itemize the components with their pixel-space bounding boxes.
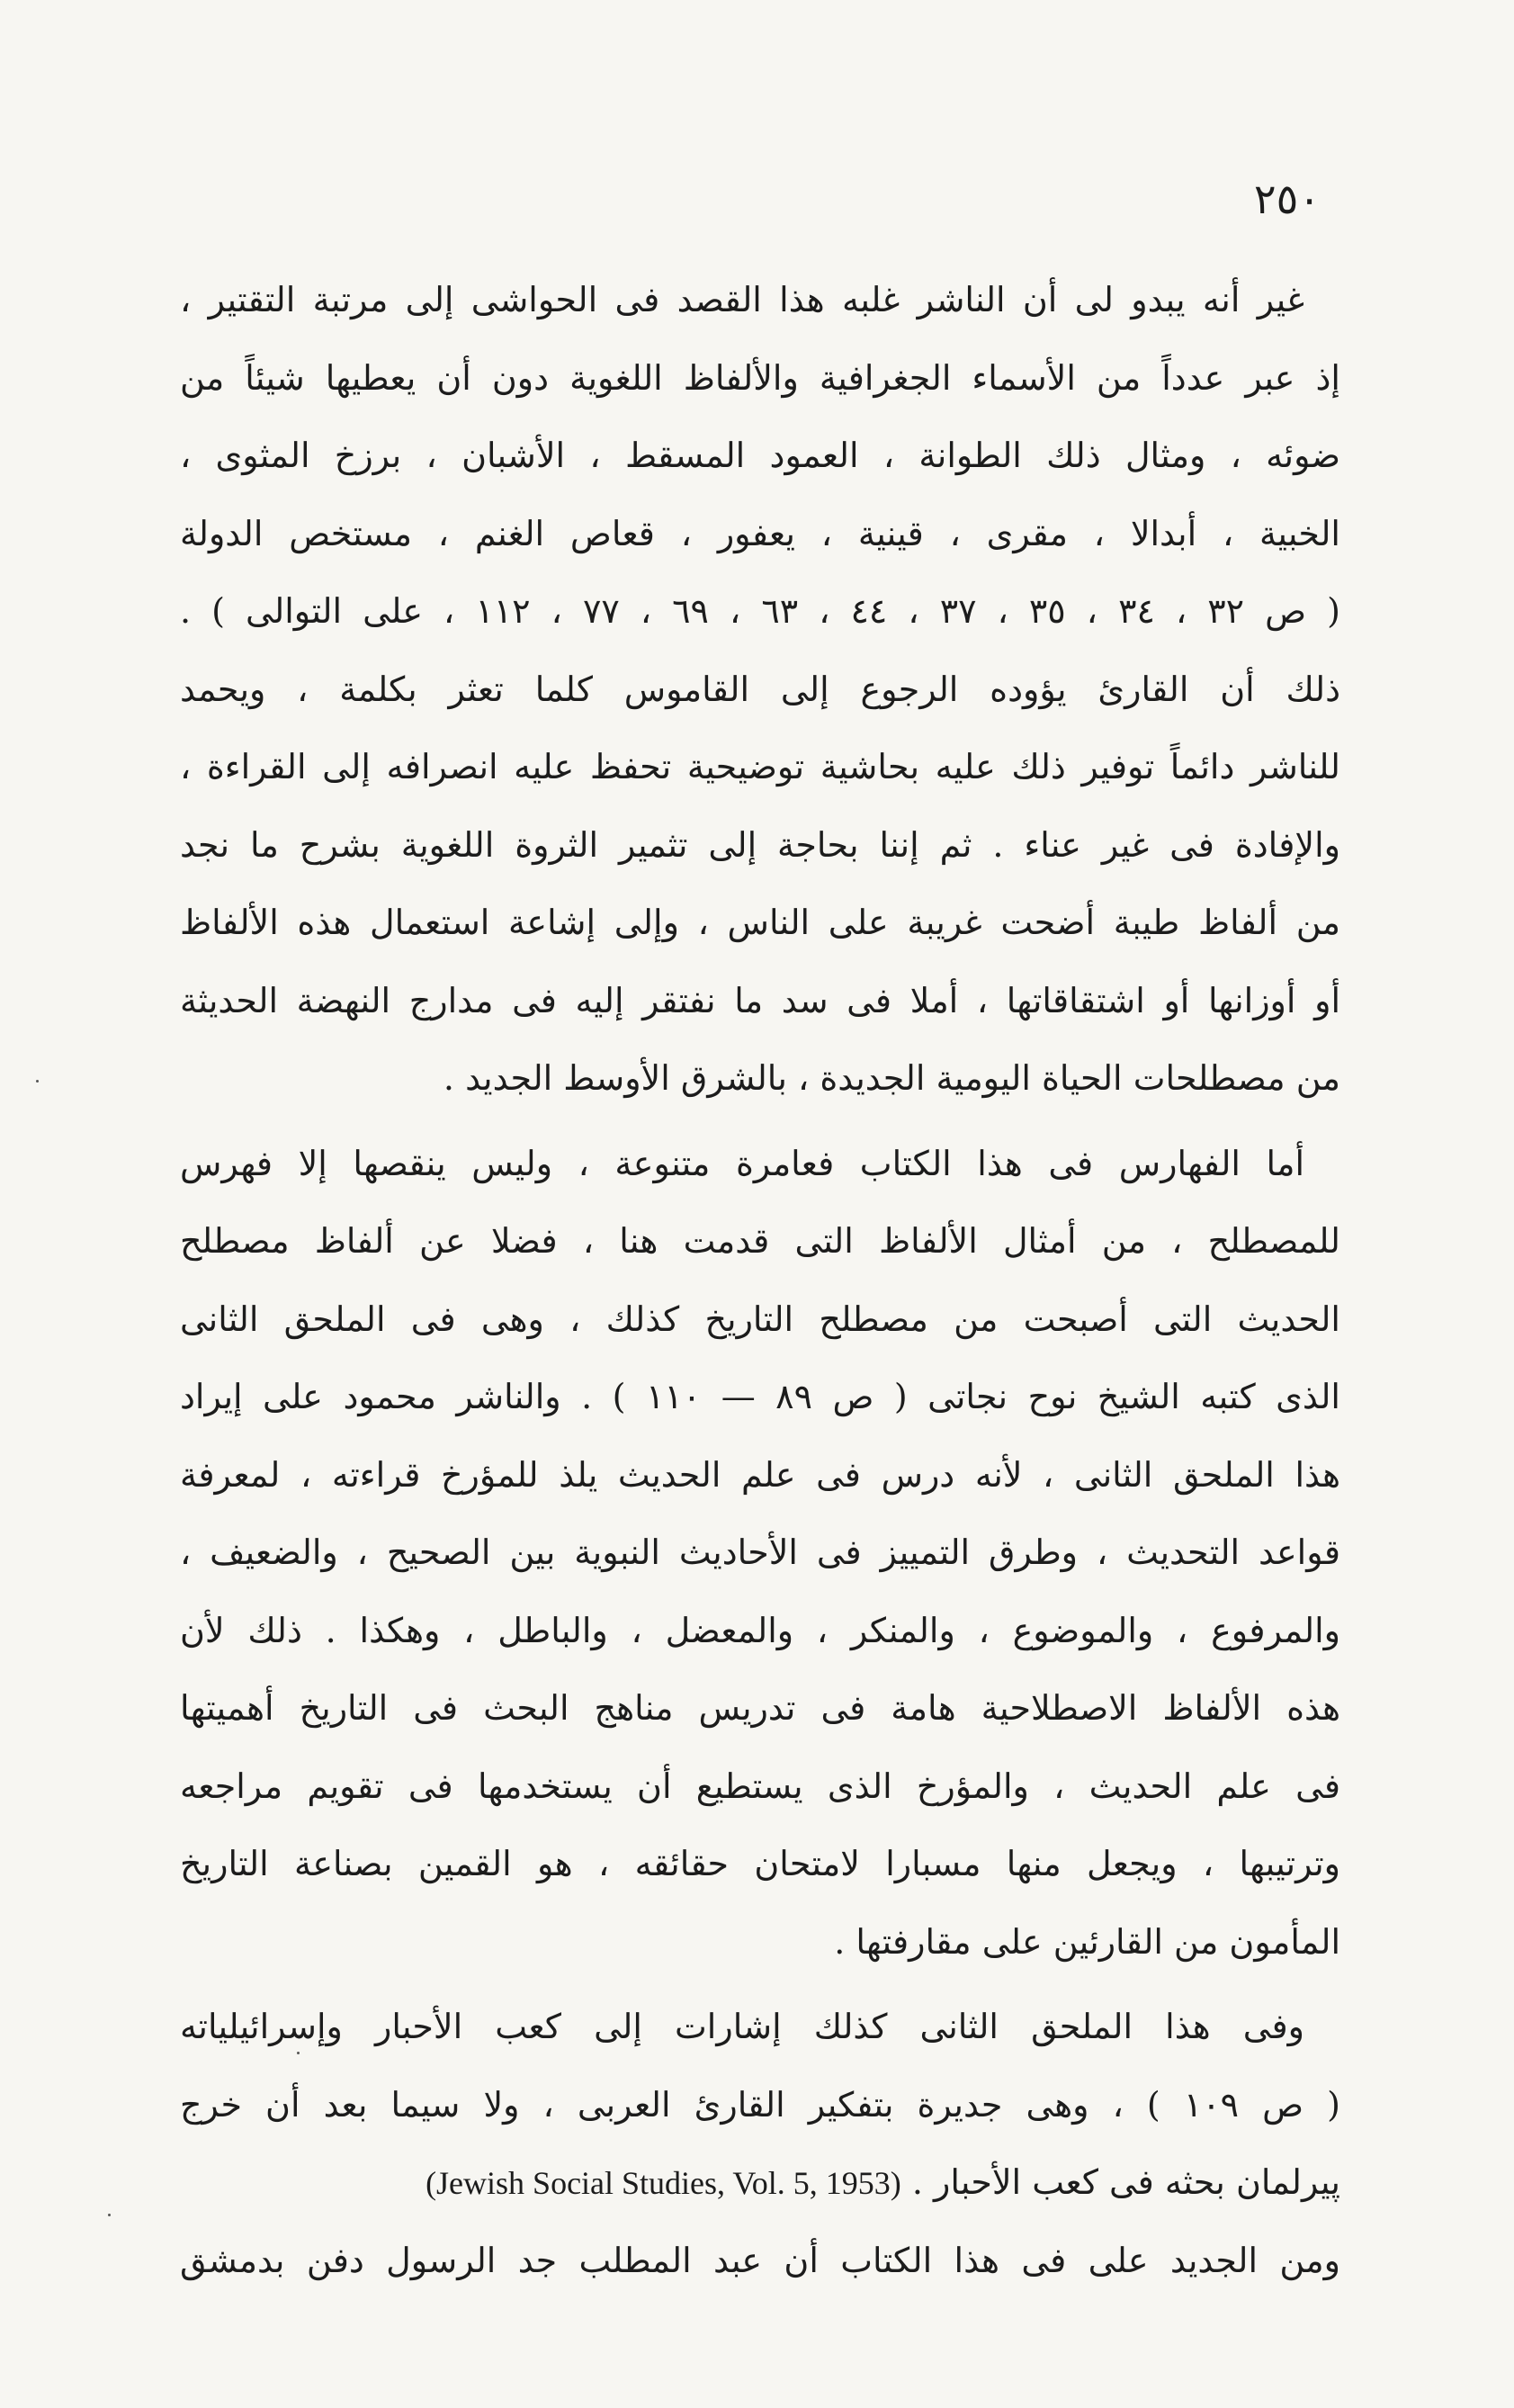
paragraph-line: وفى هذا الملحق الثانى كذلك إشارات إلى كعب الأحبار وإسرائيلياته — [180, 2007, 1304, 2046]
paragraph-line: أما الفهارس فى هذا الكتاب فعامرة متنوعة ، وليس ينقصها إلا فهرس — [180, 1143, 1304, 1183]
scan-speck — [297, 2052, 300, 2054]
scan-speck — [108, 2214, 111, 2216]
journal-citation: (Jewish Social Studies, Vol. 5, 1953) — [426, 2165, 901, 2201]
paragraph-line: غير أنه يبدو لى أن الناشر غلبه هذا القصد فى الحواشى إلى مرتبة التقتير ، — [180, 280, 1304, 319]
paragraph-line: ( ص ٣٢ ، ٣٤ ، ٣٥ ، ٣٧ ، ٤٤ ، ٦٣ ، ٦٩ ، ٧٧ ، ١١٢ ، على التوالى ) . — [180, 591, 1340, 631]
page-number: ٢٥٠ — [1253, 175, 1321, 223]
paragraph-line: والإفادة فى غير عناء . ثم إننا بحاجة إلى تثمير الثروة اللغوية بشرح ما نجد — [180, 824, 1340, 865]
paragraph-line: ضوئه ، ومثال ذلك الطوانة ، العمود المسقط ، الأشبان ، برزخ المثوى ، — [180, 436, 1340, 475]
paragraph-line: إذ عبر عدداً من الأسماء الجغرافية والألفاظ اللغوية دون أن يعطيها شيئاً من — [180, 357, 1340, 398]
paragraph-2 — [180, 1125, 1340, 1981]
paragraph-line: أو أوزانها أو اشتقاقاتها ، أملا فى سد ما نفتقر إليه فى مدارج النهضة الحديثة — [180, 980, 1340, 1020]
scan-speck — [36, 1080, 39, 1083]
paragraph-3 — [180, 1988, 1340, 2299]
paragraph-line: والمرفوع ، والموضوع ، والمنكر ، والمعضل ، والباطل ، وهكذا . ذلك لأن — [180, 1610, 1340, 1650]
paragraph-line: ومن الجديد على فى هذا الكتاب أن عبد المطلب جد الرسول دفن بدمشق — [180, 2240, 1340, 2280]
paragraph-line: هذا الملحق الثانى ، لأنه درس فى علم الحديث يلذ للمؤرخ قراءته ، لمعرفة — [180, 1454, 1340, 1495]
paragraph-1 — [180, 261, 1340, 1118]
paragraph-line: هذه الألفاظ الاصطلاحية هامة فى تدريس مناهج البحث فى التاريخ أهميتها — [180, 1688, 1340, 1728]
paragraph-line: ( ص ١٠٩ ) ، وهى جديرة بتفكير القارئ العربى ، ولا سيما بعد أن خرج — [180, 2084, 1340, 2125]
paragraph-line: فى علم الحديث ، والمؤرخ الذى يستطيع أن يستخدمها فى تقويم مراجعه — [180, 1766, 1340, 1806]
paragraph-line: الحديث التى أصبحت من مصطلح التاريخ كذلك ، وهى فى الملحق الثانى — [180, 1298, 1340, 1339]
paragraph-line: قواعد التحديث ، وطرق التمييز فى الأحاديث النبوية بين الصحيح ، والضعيف ، — [180, 1532, 1340, 1572]
paragraph-line: من ألفاظ طيبة أضحت غريبة على الناس ، وإلى إشاعة استعمال هذه الألفاظ — [180, 903, 1340, 942]
paragraph-line: المأمون من القارئين على مقارفتها . — [834, 1921, 1340, 1962]
paragraph-line: ذلك أن القارئ يؤوده الرجوع إلى القاموس كلما تعثر بكلمة ، ويحمد — [180, 669, 1340, 709]
paragraph-line: پيرلمان بحثه فى كعب الأحبار . — [911, 2162, 1340, 2202]
paragraph-line: وترتيبها ، ويجعل منها مسبارا لامتحان حقائقه ، هو القمين بصناعة التاريخ — [180, 1844, 1340, 1883]
paragraph-line: الذى كتبه الشيخ نوح نجاتى ( ص ٨٩ — ١١٠ ) . والناشر محمود على إيراد — [180, 1377, 1340, 1416]
paragraph-line: الخبية ، أبدالا ، مقرى ، قينية ، يعفور ، قعاص الغنم ، مستخص الدولة — [180, 513, 1340, 553]
paragraph-line-with-citation — [180, 2143, 1340, 2222]
paragraph-line: من مصطلحات الحياة اليومية الجديدة ، بالشرق الأوسط الجديد . — [443, 1058, 1340, 1098]
paragraph-line: للمصطلح ، من أمثال الألفاظ التى قدمت هنا ، فضلا عن ألفاظ مصطلح — [180, 1221, 1340, 1261]
body-text — [180, 261, 1340, 2306]
paragraph-line: للناشر دائماً توفير ذلك عليه بحاشية توضيحية تحفظ عليه انصرافه إلى القراءة ، — [180, 747, 1340, 786]
